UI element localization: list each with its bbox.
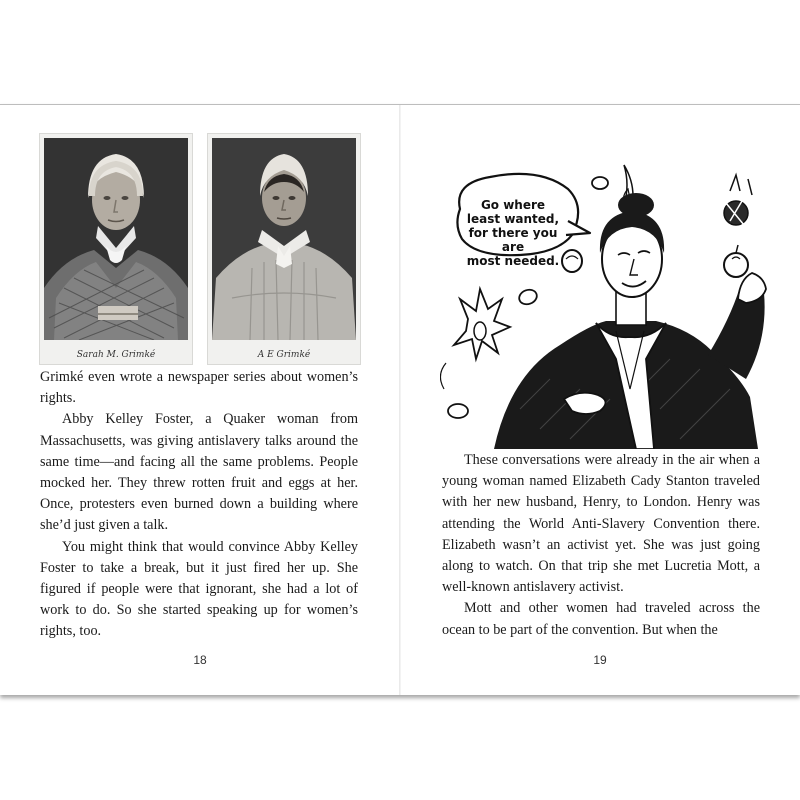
body-paragraph: You might think that would convince Abby Kelley Foster to take a break, but it just fired her up. She figured if people were that ignorant, she had a lot of work to do. So she started speaking up for women’s rights, too. <box>40 538 358 640</box>
portrait-plate <box>212 138 356 340</box>
right-page <box>400 105 800 695</box>
speech-line: for there you are <box>468 226 558 254</box>
speech-line: Go where <box>480 198 546 212</box>
illustration-elizabeth-stanton <box>440 149 770 449</box>
speech-line: least wanted, <box>466 212 560 226</box>
portrait-photo-sarah-grimke <box>39 133 193 365</box>
speech-line: most needed. <box>466 254 560 268</box>
portrait-angelina-image <box>212 138 356 340</box>
body-paragraph: These conversations were already in the air when a young woman named Elizabeth Cady Stanton traveled with her new husband, Henry, to London. Henry was attending the World Anti-Slavery Convention there. Elizabeth wasn’t an activist yet. She was just going along to watch. On that trip she met Lucretia Mott, a well-known antislavery activist. <box>442 452 760 596</box>
right-page-body <box>442 450 760 641</box>
portrait-signature: Sarah M. Grimké <box>76 350 156 360</box>
illustration-drawing <box>440 149 770 449</box>
body-paragraph: Mott and other women had traveled across the ocean to be part of the convention. But when the <box>442 600 760 638</box>
portrait-plate <box>44 138 188 340</box>
book-spread <box>0 104 800 695</box>
body-paragraph: Grimké even wrote a newspaper series about women’s rights. <box>40 369 358 407</box>
page-number: 19 <box>593 653 607 667</box>
page-number: 18 <box>193 653 207 667</box>
portrait-sarah-image <box>44 138 188 340</box>
speech-bubble-text <box>458 198 568 268</box>
left-page-body <box>40 367 358 643</box>
left-page <box>0 105 400 695</box>
body-paragraph: Abby Kelley Foster, a Quaker woman from Massachusetts, was giving antislavery talks around the same time—and facing all the same problems. People mocked her. They threw rotten fruit and eggs at her. Once, protesters even burned down a building where she’d just given a talk. <box>40 411 358 534</box>
portrait-signature: A E Grimké <box>257 350 311 360</box>
portrait-photo-angelina-grimke <box>207 133 361 365</box>
